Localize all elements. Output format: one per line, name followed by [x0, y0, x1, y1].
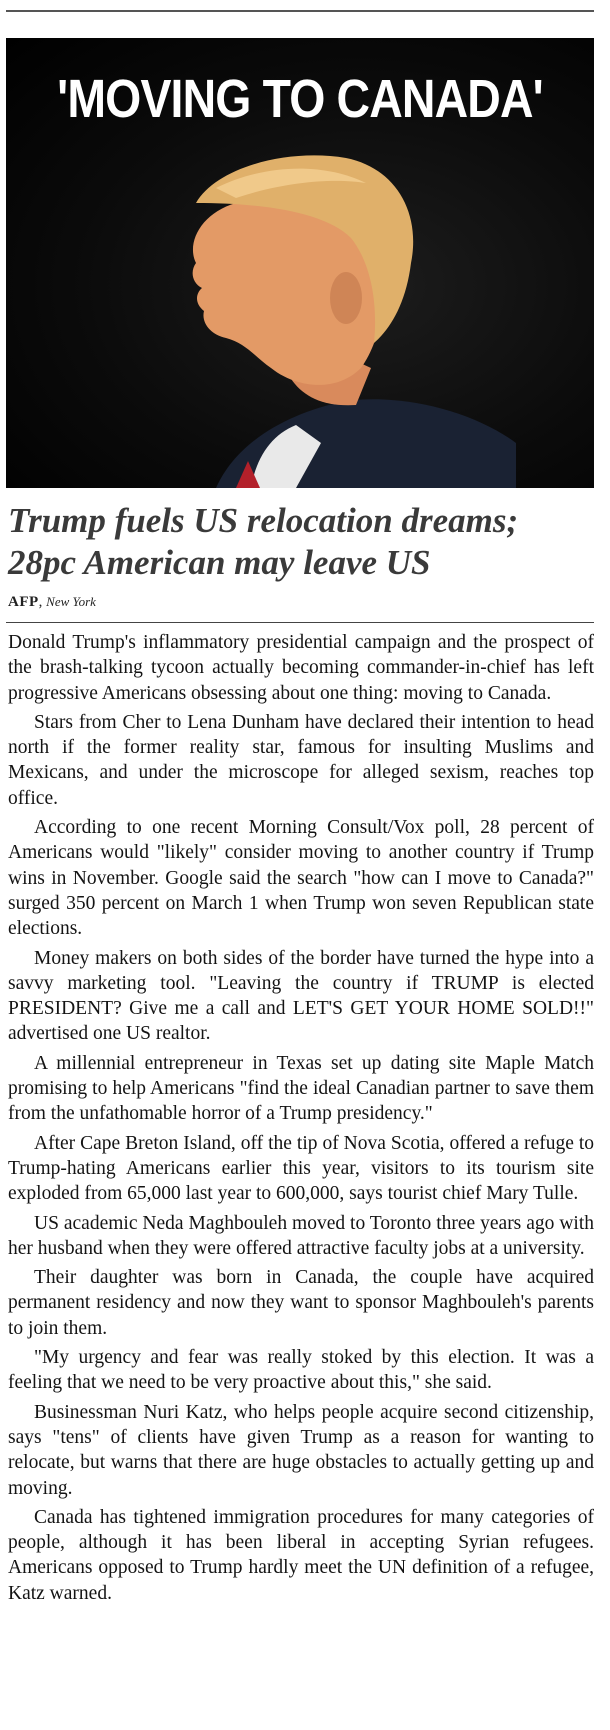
article-paragraph: Canada has tightened immigration procedures for many categories of people, although it has been liberal in accepting Syrian refugees. Americans opposed to Trump hardly meet the UN definition of a refugee, Katz warned. [8, 1506, 594, 1604]
article-paragraph: According to one recent Morning Consult/Vox poll, 28 percent of Americans would "likely" consider moving to another country if Trump wins in November. Google said the search "how can I move to Canada?" surged 350 percent on March 1 when Trump won seven Republican state elections. [8, 817, 594, 940]
article-paragraph: Stars from Cher to Lena Dunham have declared their intention to head north if the former reality star, famous for insulting Muslims and Mexicans, and under the microscope for alleged sexism, reaches top office. [8, 711, 594, 809]
article-headline: Trump fuels US relocation dreams; 28pc American may leave US [8, 501, 519, 582]
portrait-silhouette [156, 143, 516, 488]
byline-agency: AFP [8, 594, 39, 610]
article-paragraph: Money makers on both sides of the border have turned the hype into a savvy marketing tool. "Leaving the country if TRUMP is elected PRESIDENT? Give me a call and LET'S GET YOUR HOME SOLD!!" advertised one US realtor. [8, 947, 594, 1045]
article-paragraph: Businessman Nuri Katz, who helps people acquire second citizenship, says "tens" of clients have given Trump as a reason for wanting to relocate, but warns that there are huge obstacles to actually getting up and moving. [8, 1401, 594, 1499]
top-rule [6, 10, 594, 12]
news-photo [6, 38, 594, 488]
article-paragraph: After Cape Breton Island, off the tip of Nova Scotia, offered a refuge to Trump-hating Americans earlier this year, visitors to its tourism site exploded from 65,000 last year to 600,000, says tourist chief Mary Tulle. [8, 1132, 594, 1205]
article-paragraph: "My urgency and fear was really stoked by this election. It was a feeling that we need to be very proactive about this," she said. [8, 1347, 594, 1394]
byline-city: New York [46, 594, 96, 609]
article-paragraph: A millennial entrepreneur in Texas set up dating site Maple Match promising to help Americans "find the ideal Canadian partner to save them from the unfathomable horror of a Trump presidency." [8, 1052, 594, 1125]
article-body [8, 630, 594, 1610]
article-paragraph: Donald Trump's inflammatory presidential campaign and the prospect of the brash-talking tycoon actually becoming commander-in-chief has left progressive Americans obsessing about one thing: moving to Canada. [8, 632, 594, 704]
byline-separator: , [38, 594, 47, 610]
article-paragraph: Their daughter was born in Canada, the couple have acquired permanent residency and now they want to sponsor Maghbouleh's parents to join them. [8, 1267, 594, 1339]
byline-rule [6, 622, 594, 623]
photo-headline: 'MOVING TO CANADA' [57, 69, 543, 129]
article-paragraph: US academic Neda Maghbouleh moved to Toronto three years ago with her husband when they were offered attractive faculty jobs at a university. [8, 1212, 594, 1259]
byline [8, 594, 96, 611]
